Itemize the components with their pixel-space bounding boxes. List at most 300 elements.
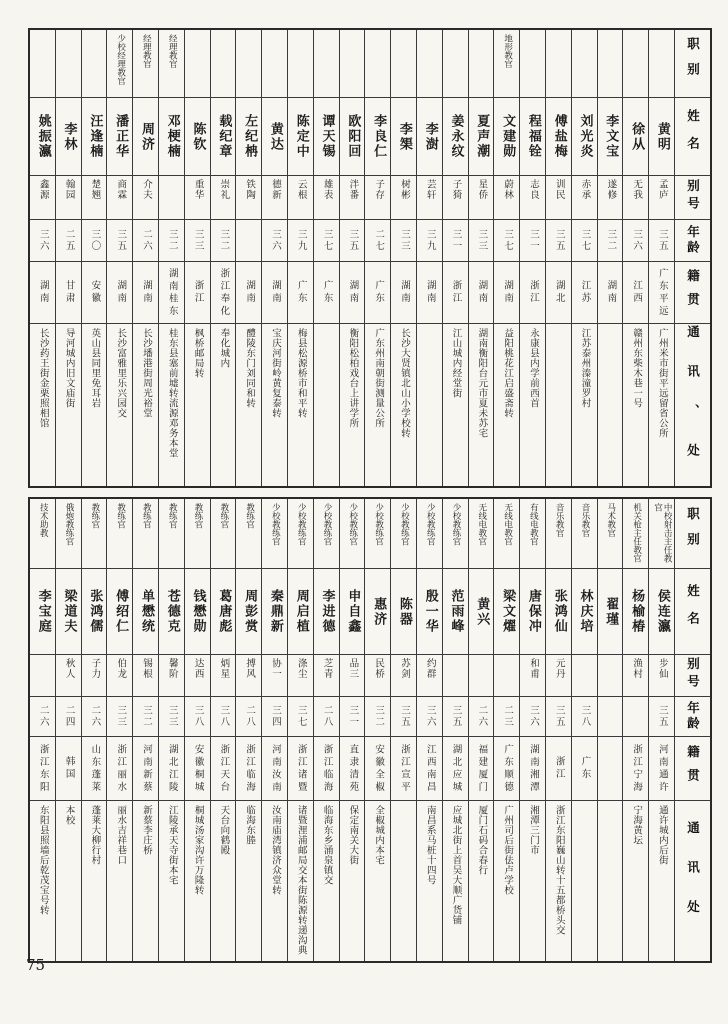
age-cell: 三八 — [572, 697, 597, 737]
alias-cell: 子存 — [365, 176, 390, 220]
origin-cell: 浙江临海 — [236, 737, 261, 801]
name-cell: 侯连瀛 — [649, 569, 674, 655]
address-cell: 临海东塍 — [244, 805, 256, 845]
name-cell: 载纪章 — [211, 98, 236, 176]
title-cell: 俄炮教练官 — [56, 499, 81, 569]
entry-column — [416, 30, 442, 486]
title-cell: 少校教练官 — [288, 499, 313, 569]
name-cell: 张鸿仙 — [546, 569, 571, 655]
origin-cell: 直隶清苑 — [340, 737, 365, 801]
address-cell: 醴陵东门刘同和转 — [244, 328, 256, 408]
name-cell: 李良仁 — [365, 98, 390, 176]
alias-cell: 德新 — [262, 176, 287, 220]
entry-column — [519, 30, 545, 486]
origin-cell: 湖北 — [546, 262, 571, 324]
origin-header: 籍贯 — [675, 737, 710, 801]
age-cell: 三六 — [520, 697, 545, 737]
title-cell — [598, 30, 623, 98]
age-cell: 三三 — [185, 220, 210, 262]
address-cell: 广州米市街平远留省公所 — [656, 328, 668, 438]
name-cell: 潘正华 — [107, 98, 132, 176]
origin-cell: 江西南昌 — [417, 737, 442, 801]
alias-cell: 训民 — [546, 176, 571, 220]
address-cell: 长沙大贤镇北山小学校转 — [398, 328, 410, 438]
address-cell: 浙江东阳巍山转十五都桥头交 — [553, 805, 565, 935]
address-cell: 桐城汤家沟许万隆转 — [192, 805, 204, 895]
address-cell: 天台向鹤殿 — [218, 805, 230, 855]
title-cell — [185, 30, 210, 98]
title-cell: 教练官 — [107, 499, 132, 569]
alias-cell: 云根 — [288, 176, 313, 220]
alias-cell: 锡根 — [133, 655, 158, 697]
alias-cell: 铁陶 — [236, 176, 261, 220]
alias-cell: 民桥 — [365, 655, 390, 697]
age-cell: 三六 — [262, 220, 287, 262]
entry-column — [493, 30, 519, 486]
origin-cell: 甘肃 — [56, 262, 81, 324]
entry-column — [235, 499, 261, 961]
address-header: 通讯、处 — [685, 325, 701, 483]
entry-column — [287, 499, 313, 961]
title-cell: 教练官 — [236, 499, 261, 569]
title-cell — [546, 30, 571, 98]
origin-cell: 广东 — [314, 262, 339, 324]
age-cell: 三七 — [288, 697, 313, 737]
origin-cell: 浙江 — [520, 262, 545, 324]
title-cell: 技术助教 — [30, 499, 55, 569]
address-cell: 江陵承天寺街本宅 — [166, 805, 178, 885]
address-cell: 奉化城内 — [218, 328, 230, 368]
title-cell — [572, 30, 597, 98]
entry-column — [493, 499, 519, 961]
title-cell — [623, 30, 648, 98]
roster-table-bottom — [28, 497, 712, 963]
origin-cell: 湖南 — [469, 262, 494, 324]
origin-cell: 湖南 — [133, 262, 158, 324]
title-cell — [365, 30, 390, 98]
origin-cell — [598, 737, 623, 801]
entry-column — [416, 499, 442, 961]
entry-column — [261, 499, 287, 961]
entry-column — [622, 30, 648, 486]
alias-cell: 馨阶 — [159, 655, 184, 697]
address-cell: 枫桥邮局转 — [192, 328, 204, 378]
address-cell: 江山城内经堂街 — [450, 328, 462, 398]
entry-column — [390, 30, 416, 486]
address-cell: 永康县内学前西首 — [527, 328, 539, 408]
name-cell: 秦鼎新 — [262, 569, 287, 655]
age-cell: 二三 — [494, 697, 519, 737]
address-cell: 梅县松源桥市和平转 — [295, 328, 307, 418]
alias-cell: 芸轩 — [417, 176, 442, 220]
name-cell: 李文宝 — [598, 98, 623, 176]
origin-cell: 湖南 — [262, 262, 287, 324]
age-cell: 三六 — [30, 220, 55, 262]
entry-column — [468, 30, 494, 486]
age-cell: 三五 — [340, 220, 365, 262]
entry-column — [339, 30, 365, 486]
age-cell: 三三 — [391, 220, 416, 262]
age-cell: 二六 — [30, 697, 55, 737]
entry-column — [132, 30, 158, 486]
age-cell: 二四 — [56, 697, 81, 737]
name-cell: 殷一华 — [417, 569, 442, 655]
alias-cell: 介夫 — [133, 176, 158, 220]
origin-cell: 浙江奉化 — [211, 262, 236, 324]
name-cell: 翟瑾 — [598, 569, 623, 655]
address-cell: 英山县同里免耳岩 — [89, 328, 101, 408]
alias-cell: 树彬 — [391, 176, 416, 220]
age-cell: 二六 — [469, 697, 494, 737]
name-cell: 陈定中 — [288, 98, 313, 176]
title-cell: 机关枪主任教官 — [623, 499, 648, 569]
alias-cell: 苏剑 — [391, 655, 416, 697]
origin-cell: 广东 — [288, 262, 313, 324]
origin-cell: 广东 — [365, 262, 390, 324]
age-cell — [623, 697, 648, 737]
address-cell: 湖南衡阳台元市夏未苏宅 — [476, 328, 488, 438]
age-cell: 三八 — [211, 697, 236, 737]
title-cell — [288, 30, 313, 98]
entry-column — [571, 30, 597, 486]
origin-cell: 湖南桂东 — [159, 262, 184, 324]
origin-cell: 湖北应城 — [443, 737, 468, 801]
age-cell: 三五 — [649, 220, 674, 262]
origin-cell: 湖南湘潭 — [520, 737, 545, 801]
name-cell: 李进德 — [314, 569, 339, 655]
title-cell — [649, 30, 674, 98]
name-cell: 黄明 — [649, 98, 674, 176]
address-cell: 宁海黄坛 — [631, 805, 643, 845]
alias-cell: 芝青 — [314, 655, 339, 697]
name-cell: 苍德克 — [159, 569, 184, 655]
title-cell: 经理教官 — [133, 30, 158, 98]
title-cell: 教练官 — [211, 499, 236, 569]
title-header: 职别 — [675, 499, 710, 569]
title-cell: 少校经理教官 — [107, 30, 132, 98]
entry-column — [571, 499, 597, 961]
title-cell: 音乐教官 — [572, 499, 597, 569]
age-cell: 三五 — [443, 697, 468, 737]
age-cell: 三四 — [262, 697, 287, 737]
origin-cell: 湖南 — [494, 262, 519, 324]
entry-column — [313, 30, 339, 486]
entry-column — [261, 30, 287, 486]
address-cell: 广东州南朝街测量公所 — [373, 328, 385, 428]
name-cell: 李林 — [56, 98, 81, 176]
origin-cell: 福建厦门 — [469, 737, 494, 801]
age-cell: 三七 — [494, 220, 519, 262]
alias-cell — [443, 655, 468, 697]
alias-cell: 子力 — [82, 655, 107, 697]
title-cell: 经理教官 — [159, 30, 184, 98]
entry-column — [442, 30, 468, 486]
entry-column — [313, 499, 339, 961]
entry-column — [648, 30, 674, 486]
address-cell: 丽水吉祥巷口 — [115, 805, 127, 865]
name-cell: 李榘 — [391, 98, 416, 176]
title-cell: 少校教练官 — [262, 499, 287, 569]
origin-cell: 韩国 — [56, 737, 81, 801]
origin-cell: 浙江 — [443, 262, 468, 324]
alias-cell: 子猗 — [443, 176, 468, 220]
name-cell: 钱懋勋 — [185, 569, 210, 655]
name-header: 姓名 — [675, 98, 710, 176]
alias-cell: 楚翘 — [82, 176, 107, 220]
alias-cell — [598, 655, 623, 697]
title-cell: 少校教练官 — [365, 499, 390, 569]
origin-cell: 河南汝南 — [262, 737, 287, 801]
address-cell — [417, 324, 442, 486]
name-cell: 林庆培 — [572, 569, 597, 655]
name-header: 姓名 — [675, 569, 710, 655]
alias-cell: 鑫源 — [30, 176, 55, 220]
name-cell: 黄达 — [262, 98, 287, 176]
name-cell: 周启植 — [288, 569, 313, 655]
name-cell: 范雨峰 — [443, 569, 468, 655]
age-cell: 二八 — [236, 697, 261, 737]
age-cell: 三五 — [391, 697, 416, 737]
entry-column — [597, 499, 623, 961]
alias-cell: 搏风 — [236, 655, 261, 697]
address-cell: 本校 — [63, 805, 75, 825]
alias-cell: 炳星 — [211, 655, 236, 697]
age-cell: 三三 — [469, 220, 494, 262]
origin-cell: 浙江宣平 — [391, 737, 416, 801]
address-cell: 江苏泰州溱潼罗村 — [579, 328, 591, 408]
address-cell: 赣州东柴木巷一号 — [631, 328, 643, 408]
alias-cell — [159, 176, 184, 220]
entry-column — [30, 499, 55, 961]
entry-column — [468, 499, 494, 961]
alias-cell: 志良 — [520, 176, 545, 220]
origin-cell: 江西 — [623, 262, 648, 324]
alias-cell — [572, 655, 597, 697]
entry-column — [132, 499, 158, 961]
name-cell: 周济 — [133, 98, 158, 176]
title-cell — [262, 30, 287, 98]
origin-cell: 江苏 — [572, 262, 597, 324]
name-cell: 欧阳回 — [340, 98, 365, 176]
title-cell: 中校射击主任教官 — [649, 499, 674, 569]
alias-cell: 孟庐 — [649, 176, 674, 220]
name-cell: 唐保冲 — [520, 569, 545, 655]
entry-column — [648, 499, 674, 961]
entry-column — [442, 499, 468, 961]
title-cell: 教练官 — [185, 499, 210, 569]
address-cell: 湘潭三门市 — [527, 805, 539, 855]
address-cell: 宝庆河街岭黄复泰转 — [269, 328, 281, 418]
age-header: 年龄 — [675, 220, 710, 262]
age-cell: 三一 — [340, 697, 365, 737]
name-cell: 谭天锡 — [314, 98, 339, 176]
address-cell — [546, 324, 571, 486]
entry-column — [81, 30, 107, 486]
age-cell: 三二 — [598, 220, 623, 262]
address-cell: 东阳县照墙后乾茂宝号转 — [37, 805, 49, 915]
entry-column — [158, 30, 184, 486]
alias-cell: 重华 — [185, 176, 210, 220]
origin-cell: 湖南 — [236, 262, 261, 324]
origin-cell: 广东 — [572, 737, 597, 801]
alias-cell: 和甫 — [520, 655, 545, 697]
address-cell: 长沙墦港街周光裕堂 — [140, 328, 152, 418]
name-cell: 李澍 — [417, 98, 442, 176]
entry-column — [390, 499, 416, 961]
name-cell: 黄兴 — [469, 569, 494, 655]
origin-cell: 浙江诸暨 — [288, 737, 313, 801]
title-cell — [314, 30, 339, 98]
header-column — [674, 499, 710, 961]
address-cell — [572, 801, 597, 961]
alias-cell — [494, 655, 519, 697]
name-cell: 惠济 — [365, 569, 390, 655]
title-cell: 无线电教官 — [469, 499, 494, 569]
address-cell — [598, 801, 623, 961]
name-cell: 文建勋 — [494, 98, 519, 176]
title-cell — [340, 30, 365, 98]
title-cell: 音乐教官 — [546, 499, 571, 569]
entry-column — [597, 30, 623, 486]
title-cell — [82, 30, 107, 98]
address-cell: 诸暨浬浦邮局交本街陈源转递沟典 — [295, 805, 307, 955]
entry-column — [364, 30, 390, 486]
name-cell: 左纪柟 — [236, 98, 261, 176]
age-cell: 三二 — [211, 220, 236, 262]
title-cell: 无线电教官 — [494, 499, 519, 569]
origin-cell: 安徽 — [82, 262, 107, 324]
origin-cell: 河南新蔡 — [133, 737, 158, 801]
alias-cell: 遂修 — [598, 176, 623, 220]
title-cell: 少校教练官 — [314, 499, 339, 569]
address-cell: 桂东县塞前墟转流源邓务本堂 — [166, 328, 178, 458]
title-cell: 少校教练官 — [340, 499, 365, 569]
title-cell: 教练官 — [82, 499, 107, 569]
name-cell: 李宝庭 — [30, 569, 55, 655]
age-cell: 三三 — [159, 697, 184, 737]
age-cell: 二六 — [133, 220, 158, 262]
title-cell — [443, 30, 468, 98]
entry-column — [106, 30, 132, 486]
title-cell — [211, 30, 236, 98]
age-header: 年龄 — [675, 697, 710, 737]
name-cell: 葛唐彪 — [211, 569, 236, 655]
origin-cell: 山东蓬莱 — [82, 737, 107, 801]
origin-cell: 浙江 — [546, 737, 571, 801]
title-cell: 少校教练官 — [391, 499, 416, 569]
origin-cell: 安徽桐城 — [185, 737, 210, 801]
header-column — [674, 30, 710, 486]
entry-column — [210, 499, 236, 961]
age-cell: 三一 — [443, 220, 468, 262]
entry-column — [158, 499, 184, 961]
age-cell: 三二 — [365, 697, 390, 737]
title-cell — [56, 30, 81, 98]
name-cell: 张鸿儒 — [82, 569, 107, 655]
age-cell: 二八 — [314, 697, 339, 737]
title-cell — [391, 30, 416, 98]
title-cell: 少校教练官 — [443, 499, 468, 569]
title-cell — [236, 30, 261, 98]
alias-cell: 伯龙 — [107, 655, 132, 697]
entry-column — [55, 499, 81, 961]
alias-cell: 翰园 — [56, 176, 81, 220]
origin-cell: 湖南 — [417, 262, 442, 324]
page-number: 75 — [26, 956, 46, 974]
alias-cell: 约群 — [417, 655, 442, 697]
title-cell: 少校教练官 — [417, 499, 442, 569]
alias-cell: 步仙 — [649, 655, 674, 697]
age-cell — [236, 220, 261, 262]
entry-column — [184, 30, 210, 486]
name-cell: 梁道夫 — [56, 569, 81, 655]
title-cell — [30, 30, 55, 98]
address-cell: 衡阳松柏戏台上讲学所 — [347, 328, 359, 428]
origin-cell: 湖南 — [340, 262, 365, 324]
entry-column — [339, 499, 365, 961]
entry-column — [30, 30, 55, 486]
origin-cell: 浙江 — [185, 262, 210, 324]
address-cell: 南昌系马桩十四号 — [424, 805, 436, 885]
age-cell: 三二 — [159, 220, 184, 262]
alias-cell: 雄表 — [314, 176, 339, 220]
origin-cell: 浙江东阳 — [30, 737, 55, 801]
age-cell: 三七 — [572, 220, 597, 262]
name-cell: 徐从 — [623, 98, 648, 176]
alias-cell: 蔚林 — [494, 176, 519, 220]
origin-cell: 安徽全椒 — [365, 737, 390, 801]
age-cell: 三二 — [133, 697, 158, 737]
alias-header: 别号 — [675, 655, 710, 697]
name-cell: 汪逢楠 — [82, 98, 107, 176]
origin-cell: 湖南 — [391, 262, 416, 324]
age-cell: 三九 — [288, 220, 313, 262]
title-cell — [469, 30, 494, 98]
name-cell: 杨榆椿 — [623, 569, 648, 655]
address-cell — [314, 324, 339, 486]
alias-cell: 商霖 — [107, 176, 132, 220]
age-cell: 三五 — [546, 220, 571, 262]
address-cell: 通许城内后街 — [656, 805, 668, 865]
address-cell: 汝南庙湾镇济众堂转 — [269, 805, 281, 895]
entry-column — [81, 499, 107, 961]
name-cell: 傅绍仁 — [107, 569, 132, 655]
address-cell: 应城北街上首吴大顺广货铺 — [450, 805, 462, 925]
alias-cell: 崇礼 — [211, 176, 236, 220]
alias-cell: 赤承 — [572, 176, 597, 220]
origin-cell: 湖北江陵 — [159, 737, 184, 801]
name-cell: 夏声潮 — [469, 98, 494, 176]
origin-cell: 湖南 — [598, 262, 623, 324]
address-cell: 导河城内旧文庙街 — [63, 328, 75, 408]
age-cell: 三三 — [107, 697, 132, 737]
age-cell: 二六 — [82, 697, 107, 737]
address-header: 通讯处 — [685, 820, 701, 940]
name-cell: 傅盐梅 — [546, 98, 571, 176]
name-cell: 单懋统 — [133, 569, 158, 655]
title-cell: 马术教官 — [598, 499, 623, 569]
age-cell — [598, 697, 623, 737]
title-cell — [417, 30, 442, 98]
entry-column — [55, 30, 81, 486]
entry-column — [287, 30, 313, 486]
age-cell: 三八 — [185, 697, 210, 737]
age-cell: 二五 — [56, 220, 81, 262]
age-cell: 三一 — [520, 220, 545, 262]
alias-cell: 元丹 — [546, 655, 571, 697]
roster-table-top — [28, 28, 712, 488]
address-cell: 全椒城内本宅 — [373, 805, 385, 865]
